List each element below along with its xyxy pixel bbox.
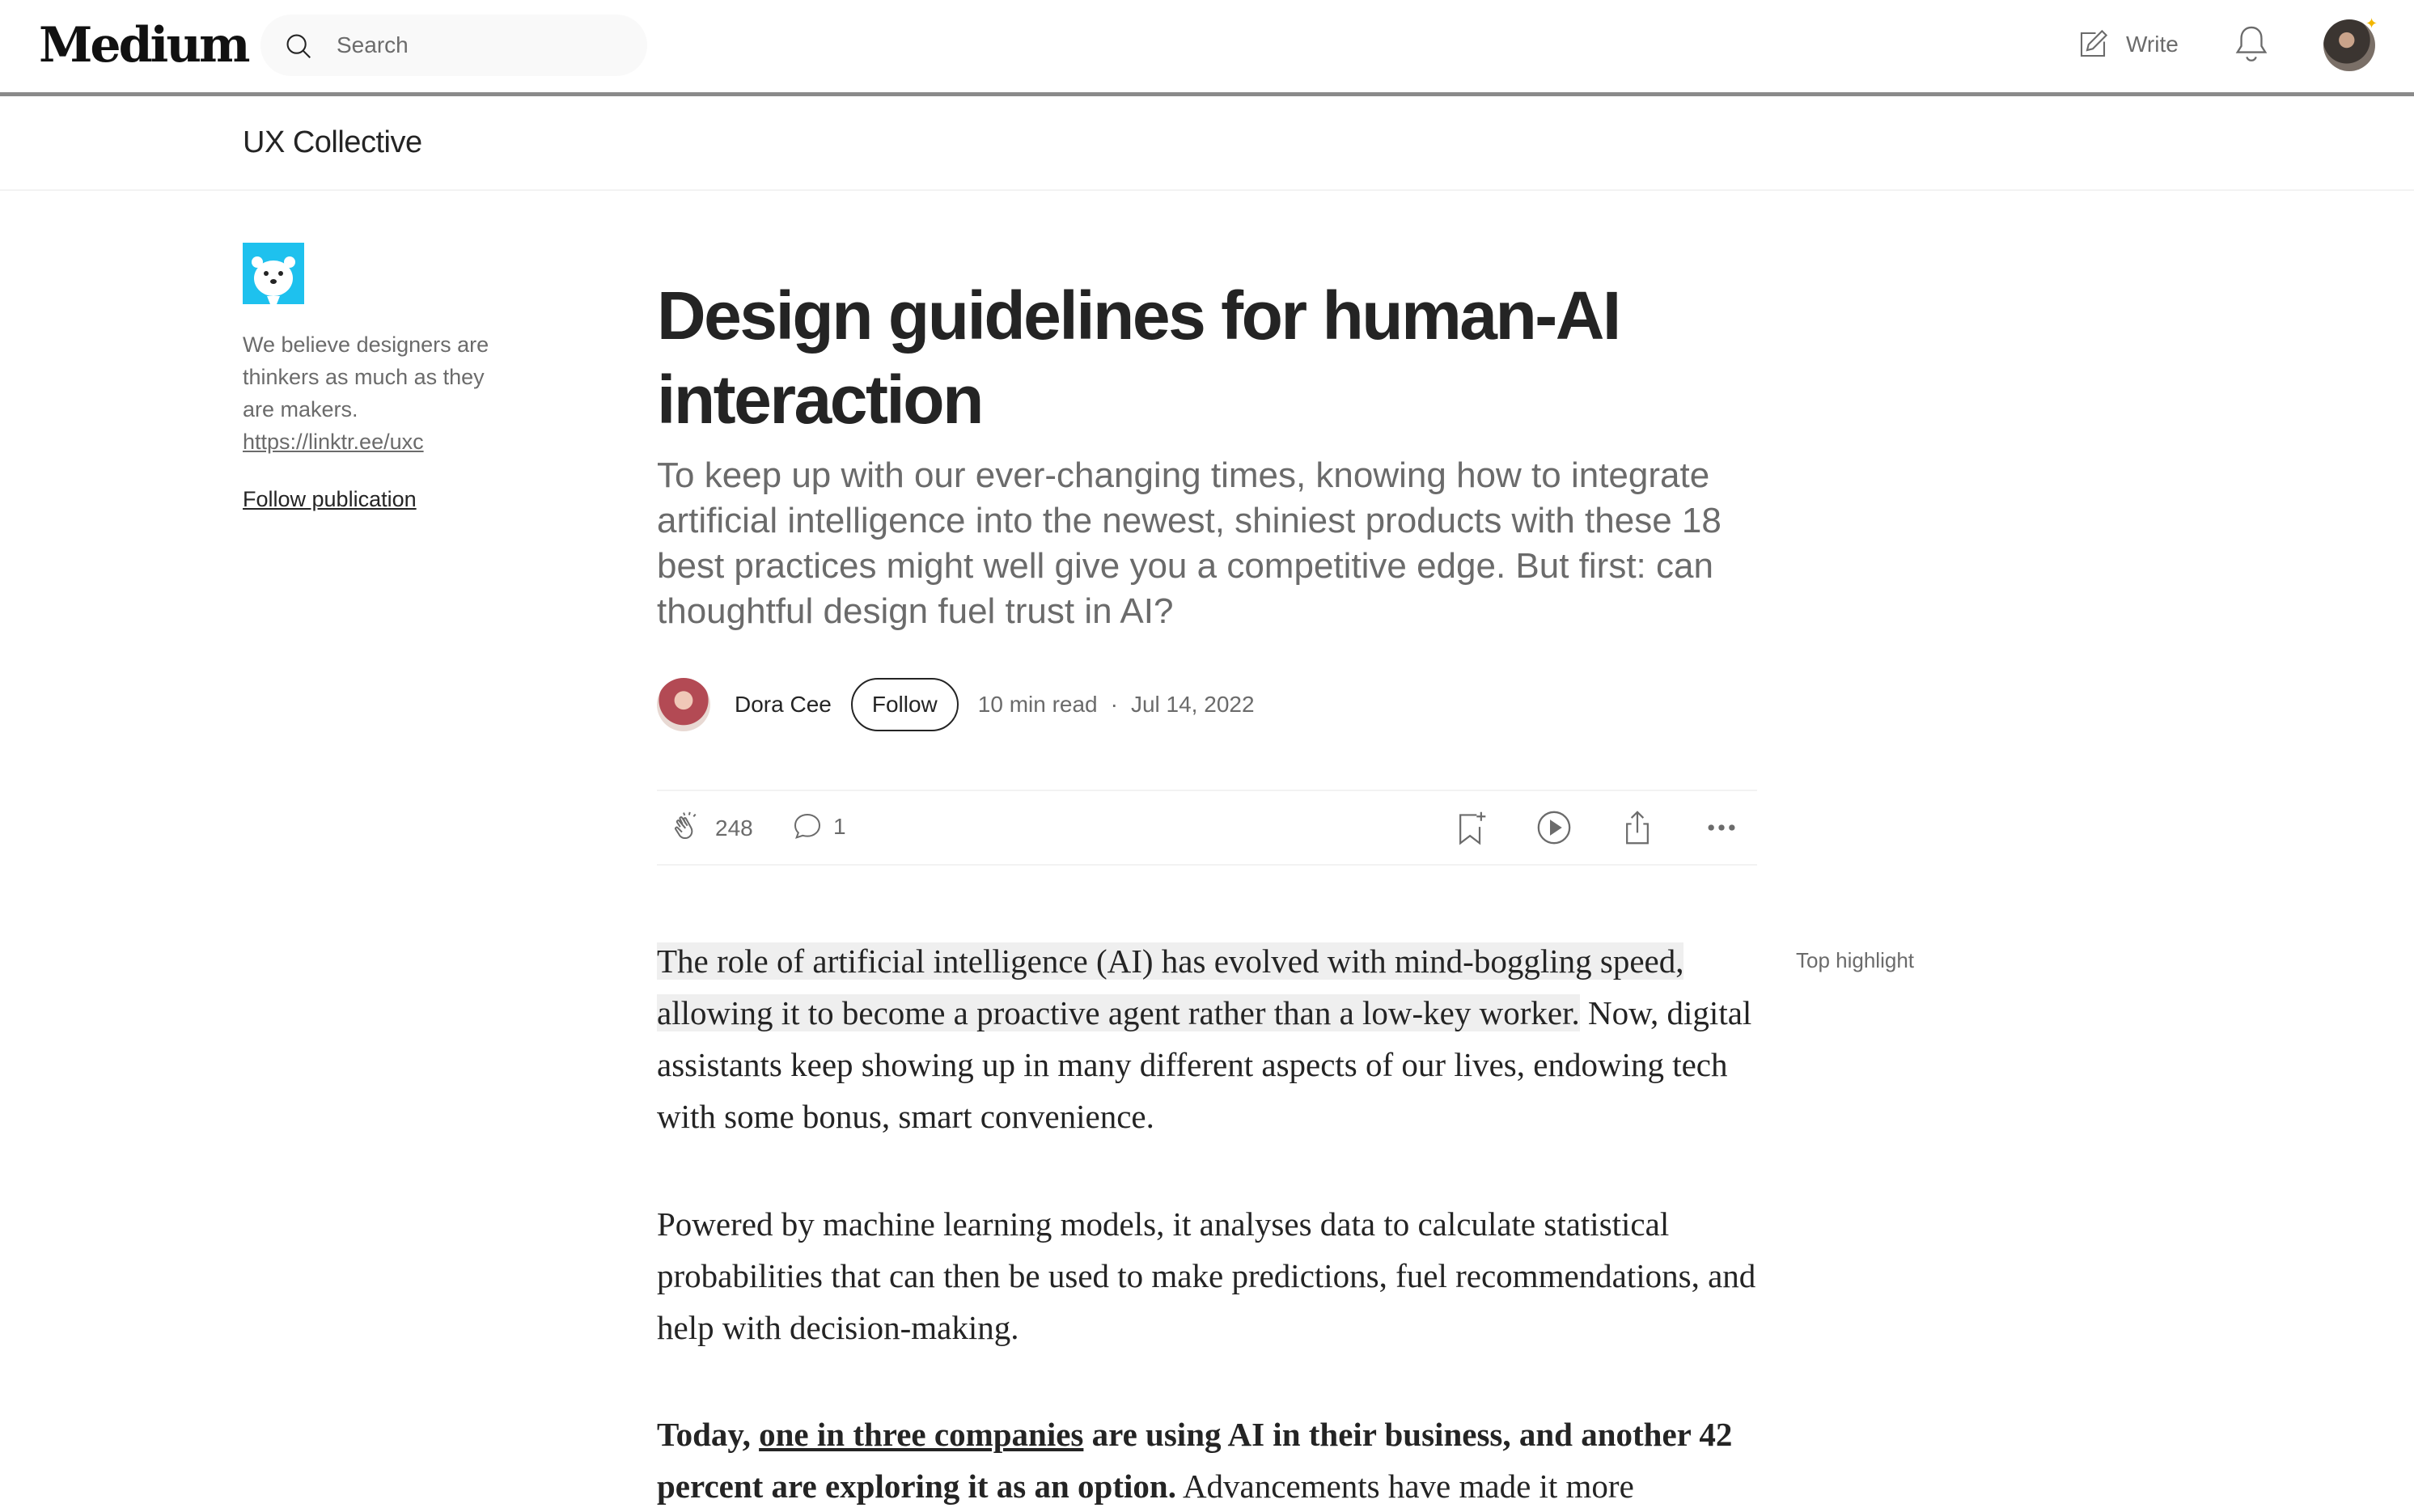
listen-play-icon[interactable]	[1535, 809, 1573, 846]
paragraph-1-rest: Now, digital assistants keep showing up in many different aspects of our lives, endowing tech with some bonus, smart convenience.	[657, 994, 1752, 1135]
publication-tagline: We believe designers are thinkers as much as they are makers.	[243, 332, 489, 421]
responses-button[interactable]	[791, 811, 846, 843]
response-count: 1	[833, 814, 846, 839]
author-avatar[interactable]	[657, 678, 710, 731]
publication-name[interactable]: UX Collective	[243, 125, 422, 159]
article-action-bar	[657, 790, 1757, 866]
paragraph-3-plain: Advancements have made it more	[1175, 1468, 1634, 1505]
pencil-square-icon	[2076, 28, 2110, 61]
article-meta	[978, 692, 1255, 718]
search-box[interactable]	[260, 15, 647, 76]
publish-date: Jul 14, 2022	[1130, 692, 1255, 717]
bell-icon[interactable]	[2233, 24, 2270, 65]
publication-logo[interactable]	[243, 243, 304, 304]
comment-icon	[791, 811, 824, 843]
publication-bar	[0, 96, 2414, 191]
article-paragraph-1	[657, 935, 1757, 1142]
top-highlight-label: Top highlight	[1796, 948, 1914, 972]
top-navbar	[0, 0, 2414, 92]
clap-button[interactable]	[670, 811, 753, 846]
medium-logo[interactable]: Medium	[39, 17, 248, 74]
publication-link[interactable]: https://linktr.ee/uxc	[243, 430, 424, 454]
one-in-three-companies-link[interactable]: one in three companies	[759, 1416, 1084, 1453]
highlighted-text[interactable]: The role of artificial intelligence (AI) has evolved with mind-boggling speed, allowing it to become a proactive agent rather than a low-key worker.	[657, 942, 1684, 1031]
more-options-icon[interactable]	[1704, 809, 1739, 846]
share-icon[interactable]	[1620, 809, 1655, 846]
clap-icon	[670, 811, 705, 846]
search-icon	[283, 31, 314, 61]
meta-separator: ·	[1110, 692, 1118, 717]
write-label: Write	[2126, 32, 2179, 57]
write-button[interactable]	[2076, 24, 2179, 65]
author-row	[657, 676, 1255, 733]
article-paragraph-2: Powered by machine learning models, it analyses data to calculate statistical probabilities that can then be used to make predictions, fuel recommendations, and help with decision-making.	[657, 1205, 1756, 1346]
bookmark-add-icon[interactable]	[1453, 809, 1489, 846]
article-paragraph-3	[657, 1408, 1757, 1512]
read-time: 10 min read	[977, 692, 1098, 717]
follow-publication-link[interactable]: Follow publication	[243, 487, 417, 511]
clap-count: 248	[715, 815, 753, 841]
follow-author-button[interactable]: Follow	[851, 678, 959, 731]
author-name[interactable]: Dora Cee	[735, 692, 832, 717]
publication-description	[243, 328, 502, 458]
article-subtitle: To keep up with our ever-changing times, knowing how to integrate artificial intelligence into the newest, shiniest products with these 18 best practices might well give you a competitive edge. But first: can thoughtful design fuel trust in AI?	[657, 455, 1722, 631]
article-title: Design guidelines for human-AI interaction	[657, 277, 1620, 438]
user-avatar[interactable]	[2323, 15, 2378, 71]
search-input[interactable]: Search	[337, 32, 409, 57]
paragraph-3-bold-rest: are using AI in their business, and another 42 percent are exploring it as an option.	[657, 1416, 1733, 1505]
star-icon: ✦	[2365, 15, 2378, 32]
paragraph-3-bold-start: Today,	[657, 1416, 760, 1453]
polar-bear-icon	[243, 243, 304, 304]
